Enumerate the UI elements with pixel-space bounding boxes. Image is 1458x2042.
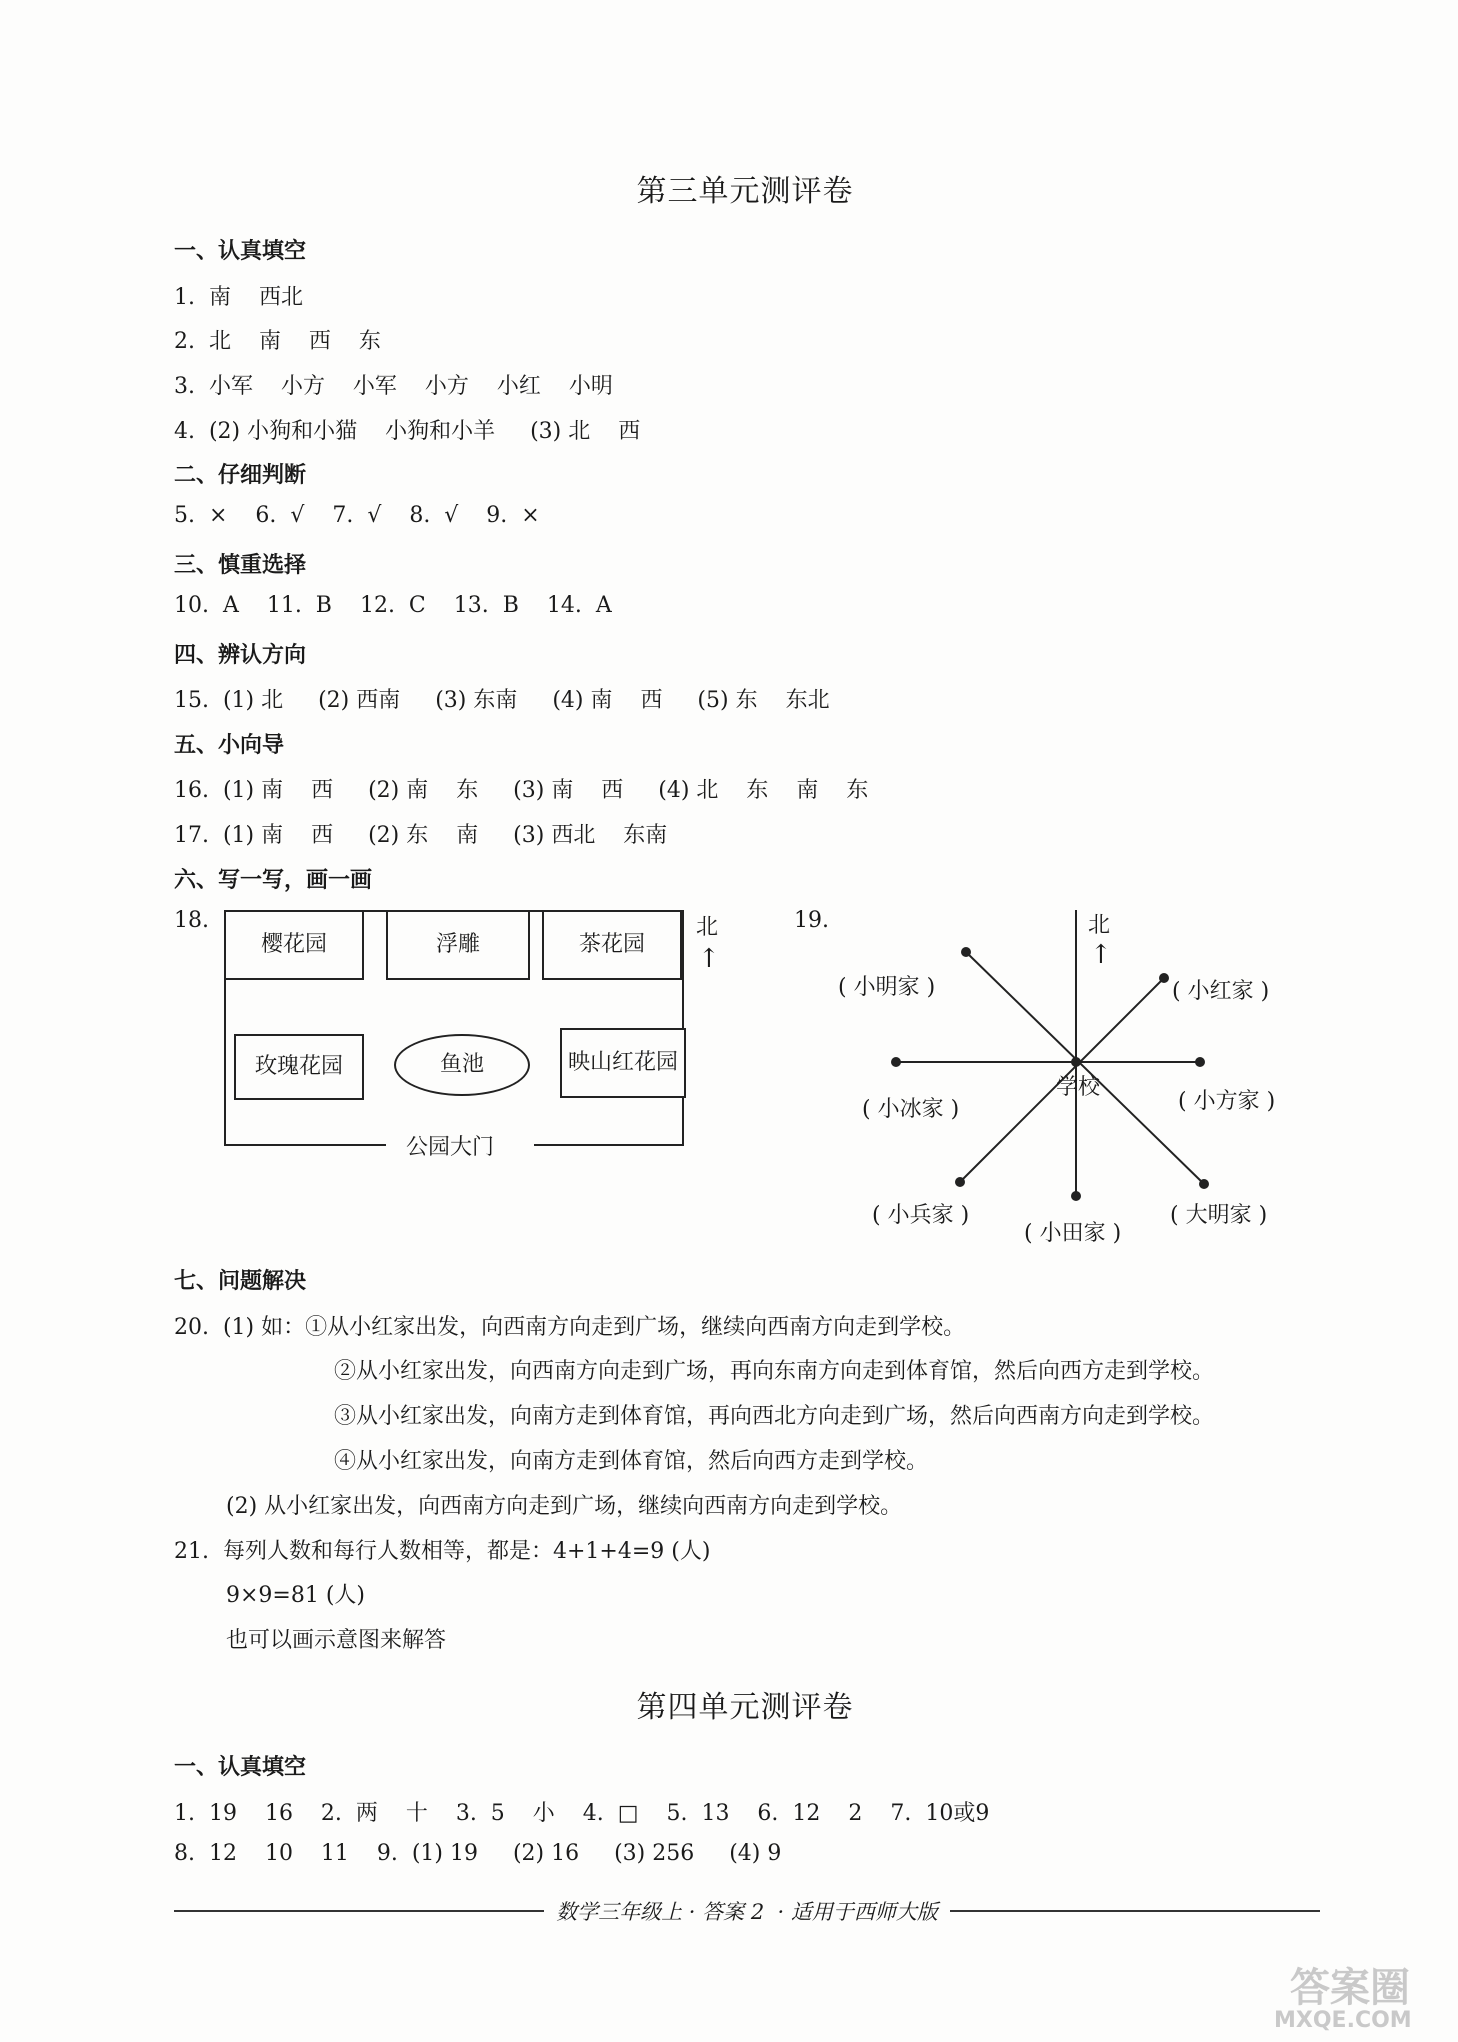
watermark-logo: 答案圈 bbox=[1290, 1965, 1410, 2011]
section-judgement: 二、仔细判断 bbox=[174, 463, 307, 488]
compass-north-arrow-icon: ↑ bbox=[1090, 940, 1112, 970]
park-area-fudiao: 浮雕 bbox=[386, 910, 530, 980]
compass-xiaobing-soldier-label: ( 小兵家 ) bbox=[872, 1203, 970, 1228]
answer-q4: 4. (2) 小狗和小猫 小狗和小羊 (3) 北 西 bbox=[174, 419, 641, 444]
answer-q20-1: 20. (1) 如：①从小红家出发，向西南方向走到广场，继续向西南方向走到学校。 bbox=[174, 1315, 966, 1340]
answer-q5-9: 5. × 6. √ 7. √ 8. √ 9. × bbox=[174, 503, 540, 528]
answer-q15: 15. (1) 北 (2) 西南 (3) 东南 (4) 南 西 (5) 东 东北 bbox=[174, 688, 830, 713]
unit4-answer-line2: 8. 12 10 11 9. (1) 19 (2) 16 (3) 256 (4) 9 bbox=[174, 1841, 782, 1866]
compass-xiaoming-label: ( 小明家 ) bbox=[838, 975, 936, 1000]
compass-xiaotian-label: ( 小田家 ) bbox=[1024, 1221, 1122, 1246]
q19-number: 19. bbox=[794, 908, 829, 933]
park-area-meigui: 玫瑰花园 bbox=[234, 1034, 364, 1100]
park-area-yuchi: 鱼池 bbox=[394, 1034, 530, 1096]
answer-q21-line3: 也可以画示意图来解答 bbox=[226, 1628, 447, 1653]
compass-north-label: 北 bbox=[1088, 913, 1111, 938]
park-north-arrow-icon: ↑ bbox=[698, 944, 720, 974]
answer-q2: 2. 北 南 西 东 bbox=[174, 329, 381, 354]
compass-school-label: 学校 bbox=[1056, 1075, 1101, 1100]
section-fill-in: 一、认真填空 bbox=[174, 239, 307, 264]
section-problem-solving: 七、问题解决 bbox=[174, 1269, 307, 1294]
answer-q17: 17. (1) 南 西 (2) 东 南 (3) 西北 东南 bbox=[174, 823, 668, 848]
answer-q16: 16. (1) 南 西 (2) 南 东 (3) 南 西 (4) 北 东 南 东 bbox=[174, 778, 869, 803]
compass-xiaohong-label: ( 小红家 ) bbox=[1172, 979, 1270, 1004]
answer-q20-3: ③从小红家出发，向南方走到体育馆，再向西北方向走到广场，然后向西南方向走到学校。 bbox=[334, 1404, 1215, 1429]
answer-q21-line1: 21. 每列人数和每行人数相等，都是：4+1+4=9 (人) bbox=[174, 1539, 711, 1564]
compass-xiaofang-label: ( 小方家 ) bbox=[1178, 1089, 1276, 1114]
footer-text: 数学三年级上 · 答案 2 · 适用于西师大版 bbox=[556, 1900, 938, 1924]
section-guide: 五、小向导 bbox=[174, 733, 285, 758]
section-write-draw: 六、写一写，画一画 bbox=[174, 868, 373, 893]
answer-q20-part2: (2) 从小红家出发，向西南方向走到广场，继续向西南方向走到学校。 bbox=[226, 1494, 903, 1519]
park-area-chahua: 茶花园 bbox=[542, 910, 682, 980]
answer-q1: 1. 南 西北 bbox=[174, 285, 303, 310]
unit4-section-fill-in: 一、认真填空 bbox=[174, 1755, 307, 1780]
unit4-answer-line1: 1. 19 16 2. 两 十 3. 5 小 4. □ 5. 13 6. 12 2 7. 10或9 bbox=[174, 1801, 990, 1826]
park-area-yinghua: 樱花园 bbox=[224, 910, 364, 980]
q18-number: 18. bbox=[174, 908, 209, 933]
footer-rule-left bbox=[174, 1910, 544, 1912]
section-direction: 四、辨认方向 bbox=[174, 643, 307, 668]
footer-rule-right bbox=[950, 1910, 1320, 1912]
section-choice: 三、慎重选择 bbox=[174, 553, 307, 578]
answer-q3: 3. 小军 小方 小军 小方 小红 小明 bbox=[174, 374, 613, 399]
compass-daming-label: ( 大明家 ) bbox=[1170, 1203, 1268, 1228]
page-footer bbox=[174, 1896, 1320, 1926]
unit4-title: 第四单元测评卷 bbox=[636, 1690, 854, 1725]
park-north-label: 北 bbox=[696, 915, 719, 940]
answer-q20-2: ②从小红家出发，向西南方向走到广场，再向东南方向走到体育馆，然后向西方走到学校。 bbox=[334, 1359, 1215, 1384]
answer-q21-line2: 9×9=81 (人) bbox=[226, 1583, 366, 1608]
park-gate-label: 公园大门 bbox=[406, 1135, 495, 1160]
park-area-yingshanhong: 映山红花园 bbox=[560, 1028, 686, 1098]
compass-xiaobing-ice-label: ( 小冰家 ) bbox=[862, 1097, 960, 1122]
answer-q10-14: 10. A 11. B 12. C 13. B 14. A bbox=[174, 593, 612, 618]
unit3-title: 第三单元测评卷 bbox=[636, 174, 854, 209]
answer-q20-4: ④从小红家出发，向南方走到体育馆，然后向西方走到学校。 bbox=[334, 1449, 929, 1474]
watermark-url: MXQE.COM bbox=[1274, 2008, 1412, 2033]
